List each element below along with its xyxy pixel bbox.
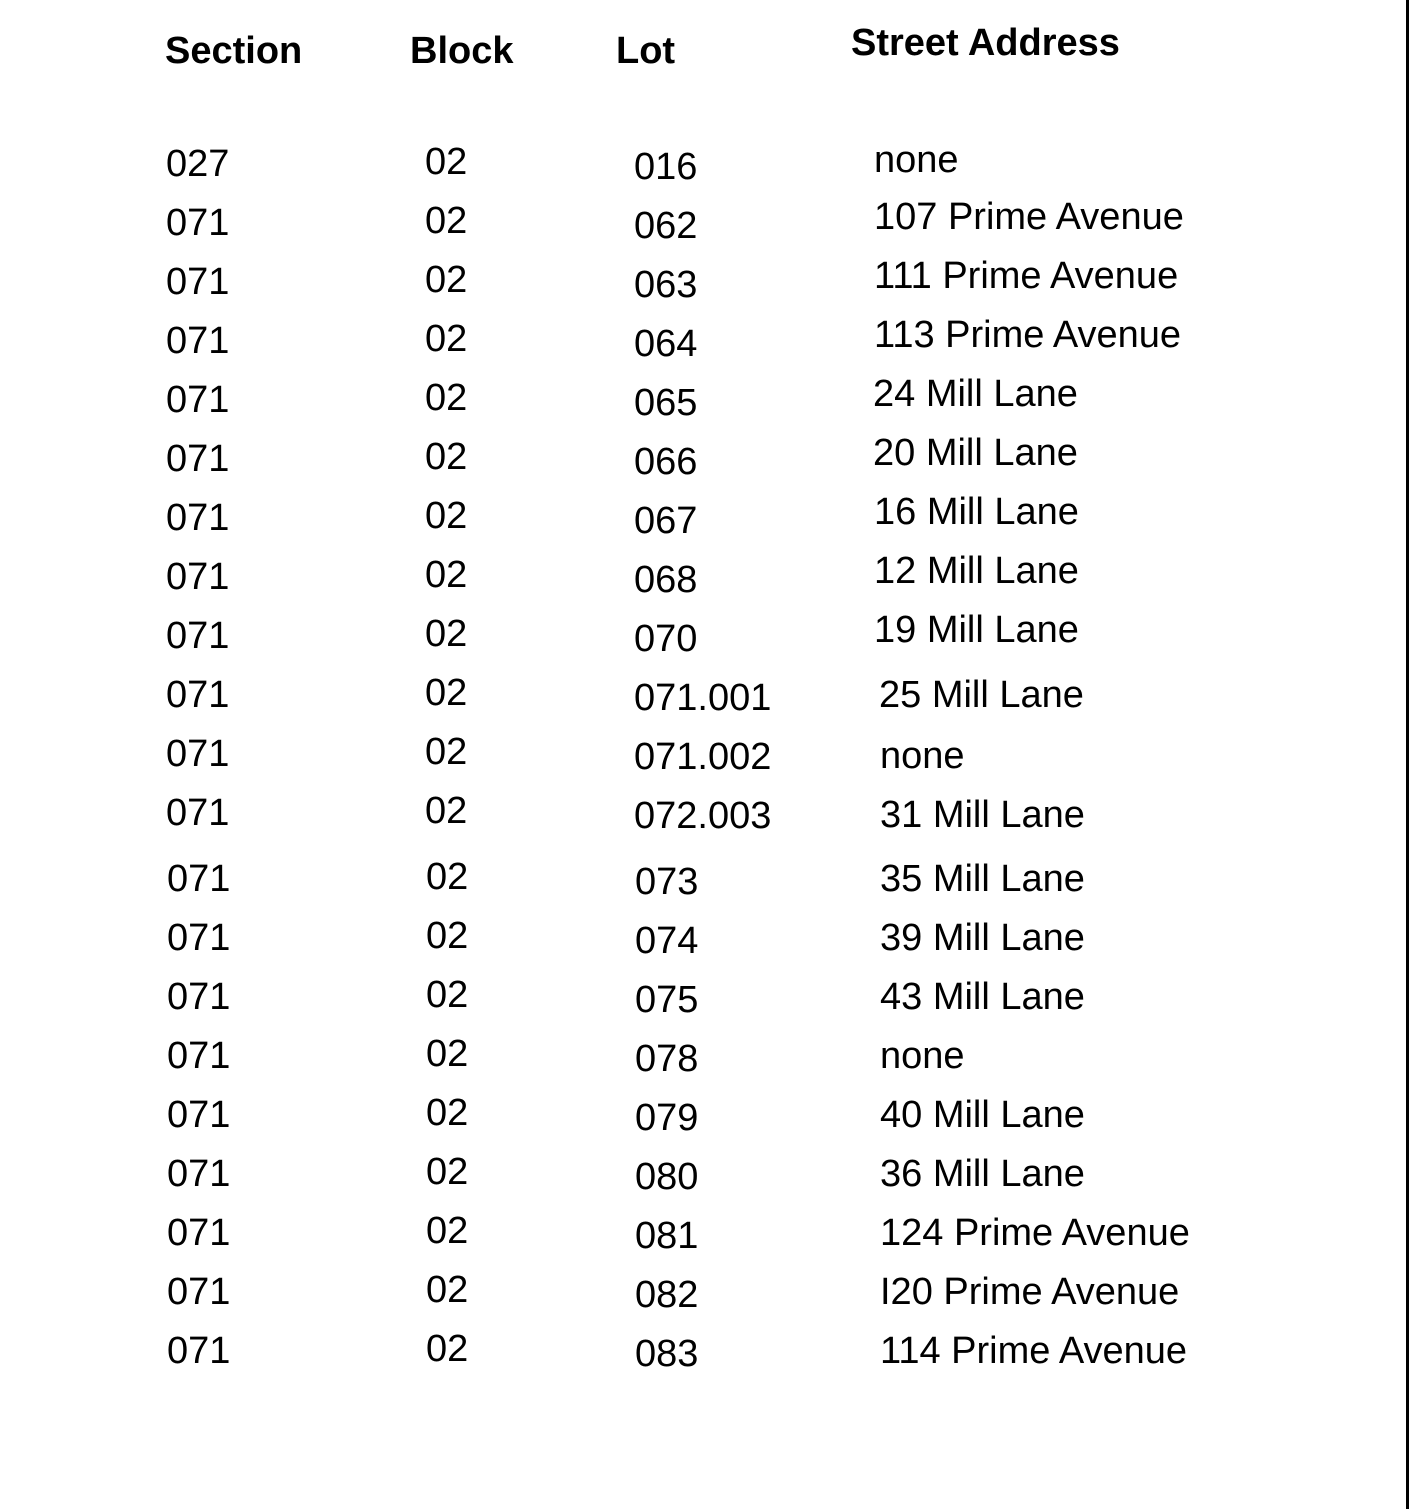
cell-block: 02 [425,141,468,183]
cell-lot: 071.002 [634,736,772,778]
table-row [0,1269,1406,1317]
cell-address: 24 Mill Lane [873,373,1078,415]
cell-address: 16 Mill Lane [874,491,1079,533]
cell-section: 071 [167,976,231,1018]
cell-lot: 068 [634,559,698,601]
table-row [0,1033,1406,1081]
cell-block: 02 [425,318,468,360]
cell-block: 02 [425,554,468,596]
page-right-border [1406,0,1409,1509]
table-row [0,432,1406,484]
cell-address: 36 Mill Lane [880,1153,1085,1195]
cell-address: 114 Prime Avenue [880,1330,1188,1372]
cell-lot: 067 [634,500,698,542]
cell-lot: 016 [634,146,698,188]
cell-section: 071 [166,733,230,775]
cell-address: 35 Mill Lane [880,858,1085,900]
cell-lot: 071.001 [634,677,772,719]
cell-block: 02 [425,495,468,537]
cell-lot: 083 [635,1333,699,1375]
cell-lot: 063 [634,264,698,306]
table-row [0,373,1406,425]
cell-section: 071 [167,1153,231,1195]
cell-block: 02 [426,915,469,957]
cell-address: none [880,1035,965,1077]
cell-lot: 070 [634,618,698,660]
table-row [0,790,1406,838]
cell-section: 071 [166,792,230,834]
cell-address: 40 Mill Lane [880,1094,1085,1136]
cell-address: 107 Prime Avenue [874,196,1184,238]
cell-section: 071 [166,379,230,421]
cell-address: 113 Prime Avenue [874,314,1182,356]
cell-section: 071 [166,438,230,480]
cell-block: 02 [426,1328,469,1370]
cell-lot: 064 [634,323,698,365]
cell-section: 071 [167,917,231,959]
cell-lot: 072.003 [634,795,772,837]
table-row [0,314,1406,366]
cell-block: 02 [426,856,469,898]
cell-lot: 081 [635,1215,699,1257]
cell-block: 02 [425,613,468,655]
cell-address: 12 Mill Lane [874,550,1079,592]
cell-address: 124 Prime Avenue [880,1212,1190,1254]
table-row [0,731,1406,779]
table-row [0,1328,1406,1376]
table-row [0,255,1406,307]
cell-section: 071 [166,615,230,657]
header-section: Section [165,30,303,72]
cell-block: 02 [426,1210,469,1252]
table-row [0,856,1406,904]
cell-address: 111 Prime Avenue [874,255,1179,297]
cell-block: 02 [426,974,469,1016]
cell-block: 02 [425,731,468,773]
cell-block: 02 [426,1269,469,1311]
cell-lot: 079 [635,1097,699,1139]
table-row [0,609,1406,661]
cell-address: 25 Mill Lane [879,674,1084,716]
cell-lot: 066 [634,441,698,483]
cell-lot: 073 [635,861,699,903]
cell-block: 02 [425,672,468,714]
cell-block: 02 [426,1151,469,1193]
cell-address: none [880,735,965,777]
header-street-address: Street Address [851,22,1120,64]
table-row [0,550,1406,602]
header-block: Block [410,30,514,72]
cell-address: 39 Mill Lane [880,917,1085,959]
cell-block: 02 [426,1033,469,1075]
table-row [0,1151,1406,1199]
cell-address: 43 Mill Lane [880,976,1085,1018]
cell-address: 19 Mill Lane [874,609,1079,651]
cell-block: 02 [425,200,468,242]
cell-section: 027 [166,143,230,185]
table-row [0,672,1406,720]
cell-address: 31 Mill Lane [880,794,1085,836]
table-row [0,915,1406,963]
cell-lot: 062 [634,205,698,247]
cell-section: 071 [166,261,230,303]
cell-section: 071 [167,1271,231,1313]
cell-section: 071 [166,497,230,539]
table-row [0,491,1406,543]
cell-section: 071 [166,320,230,362]
cell-address: none [874,139,959,181]
cell-section: 071 [167,1035,231,1077]
cell-block: 02 [426,1092,469,1134]
cell-lot: 078 [635,1038,699,1080]
table-row [0,1092,1406,1140]
cell-section: 071 [166,674,230,716]
cell-lot: 082 [635,1274,699,1316]
cell-section: 071 [166,202,230,244]
cell-block: 02 [425,377,468,419]
cell-lot: 075 [635,979,699,1021]
cell-lot: 080 [635,1156,699,1198]
header-lot: Lot [616,30,676,72]
table-row [0,139,1406,189]
cell-lot: 074 [635,920,699,962]
cell-block: 02 [425,436,468,478]
table-row [0,1210,1406,1258]
table-row [0,974,1406,1022]
cell-section: 071 [167,1094,231,1136]
cell-section: 071 [167,858,231,900]
cell-lot: 065 [634,382,698,424]
cell-address: I20 Prime Avenue [880,1271,1180,1313]
cell-block: 02 [425,790,468,832]
cell-section: 071 [167,1212,231,1254]
cell-section: 071 [166,556,230,598]
cell-section: 071 [167,1330,231,1372]
cell-block: 02 [425,259,468,301]
cell-address: 20 Mill Lane [873,432,1078,474]
table-row [0,196,1406,248]
